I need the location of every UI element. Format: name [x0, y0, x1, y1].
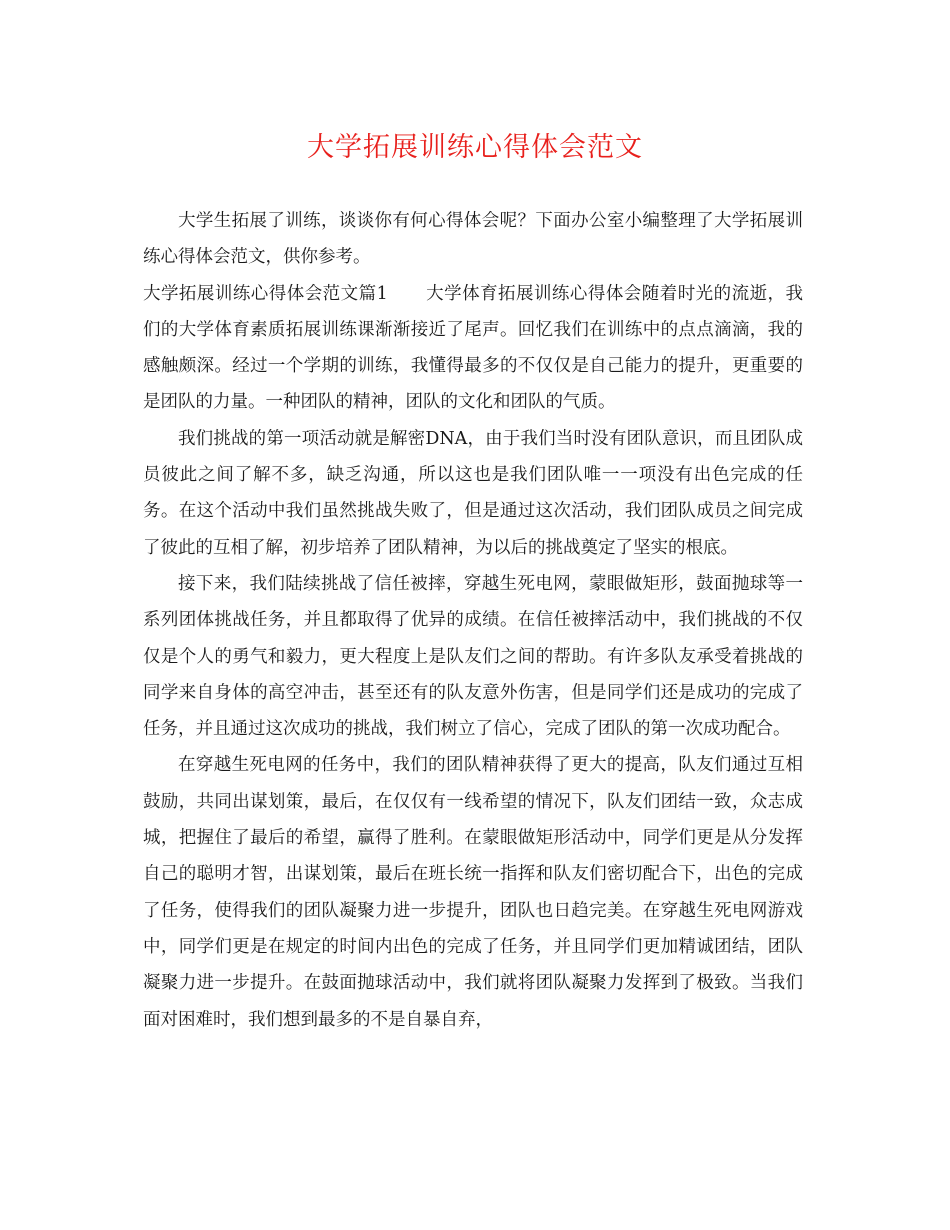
section-heading: 大学拓展训练心得体会范文篇1 — [143, 283, 388, 304]
section-first-text: 大学体育拓展训练心得体会随着时光的流逝，我们的大学体育素质拓展训练课渐渐接近了尾声。回忆我们在训练中的点点滴滴，我的感触颇深。经过一个学期的训练，我懂得最多的不仅仅是自己能力的提升，更重要的是团队的力量。一种团队的精神，团队的文化和团队的气质。 — [143, 283, 803, 413]
document-body — [143, 203, 803, 1038]
body-paragraph-challenges: 接下来，我们陆续挑战了信任被摔，穿越生死电网，蒙眼做矩形，鼓面抛球等一系列团体挑战任务，并且都取得了优异的成绩。在信任被摔活动中，我们挑战的不仅仅是个人的勇气和毅力，更大程度上是队友们之间的帮助。有许多队友承受着挑战的同学来自身体的高空冲击，甚至还有的队友意外伤害，但是同学们还是成功的完成了任务，并且通过这次成功的挑战，我们树立了信心，完成了团队的第一次成功配合。 — [143, 573, 803, 740]
body-paragraph-teamwork: 在穿越生死电网的任务中，我们的团队精神获得了更大的提高，队友们通过互相鼓励，共同出谋划策，最后，在仅仅有一线希望的情况下，队友们团结一致，众志成城，把握住了最后的希望，赢得了胜利。在蒙眼做矩形活动中，同学们更是从分发挥自己的聪明才智，出谋划策，最后在班长统一指挥和队友们密切配合下，出色的完成了任务，使得我们的团队凝聚力进一步提升，团队也日趋完美。在穿越生死电网游戏中，同学们更是在规定的时间内出色的完成了任务，并且同学们更加精诚团结，团队凝聚力进一步提升。在鼓面抛球活动中，我们就将团队凝聚力发挥到了极致。当我们面对困难时，我们想到最多的不是自暴自弃， — [143, 755, 803, 1030]
section-paragraph — [143, 276, 803, 421]
body-paragraph-dna: 我们挑战的第一项活动就是解密DNA，由于我们当时没有团队意识，而且团队成员彼此之间了解不多，缺乏沟通，所以这也是我们团队唯一一项没有出色完成的任务。在这个活动中我们虽然挑战失败了，但是通过这次活动，我们团队成员之间完成了彼此的互相了解，初步培养了团队精神，为以后的挑战奠定了坚实的根底。 — [143, 428, 803, 558]
intro-paragraph: 大学生拓展了训练，谈谈你有何心得体会呢？下面办公室小编整理了大学拓展训练心得体会范文，供你参考。 — [143, 211, 803, 268]
document-title: 大学拓展训练心得体会范文 — [307, 132, 643, 163]
